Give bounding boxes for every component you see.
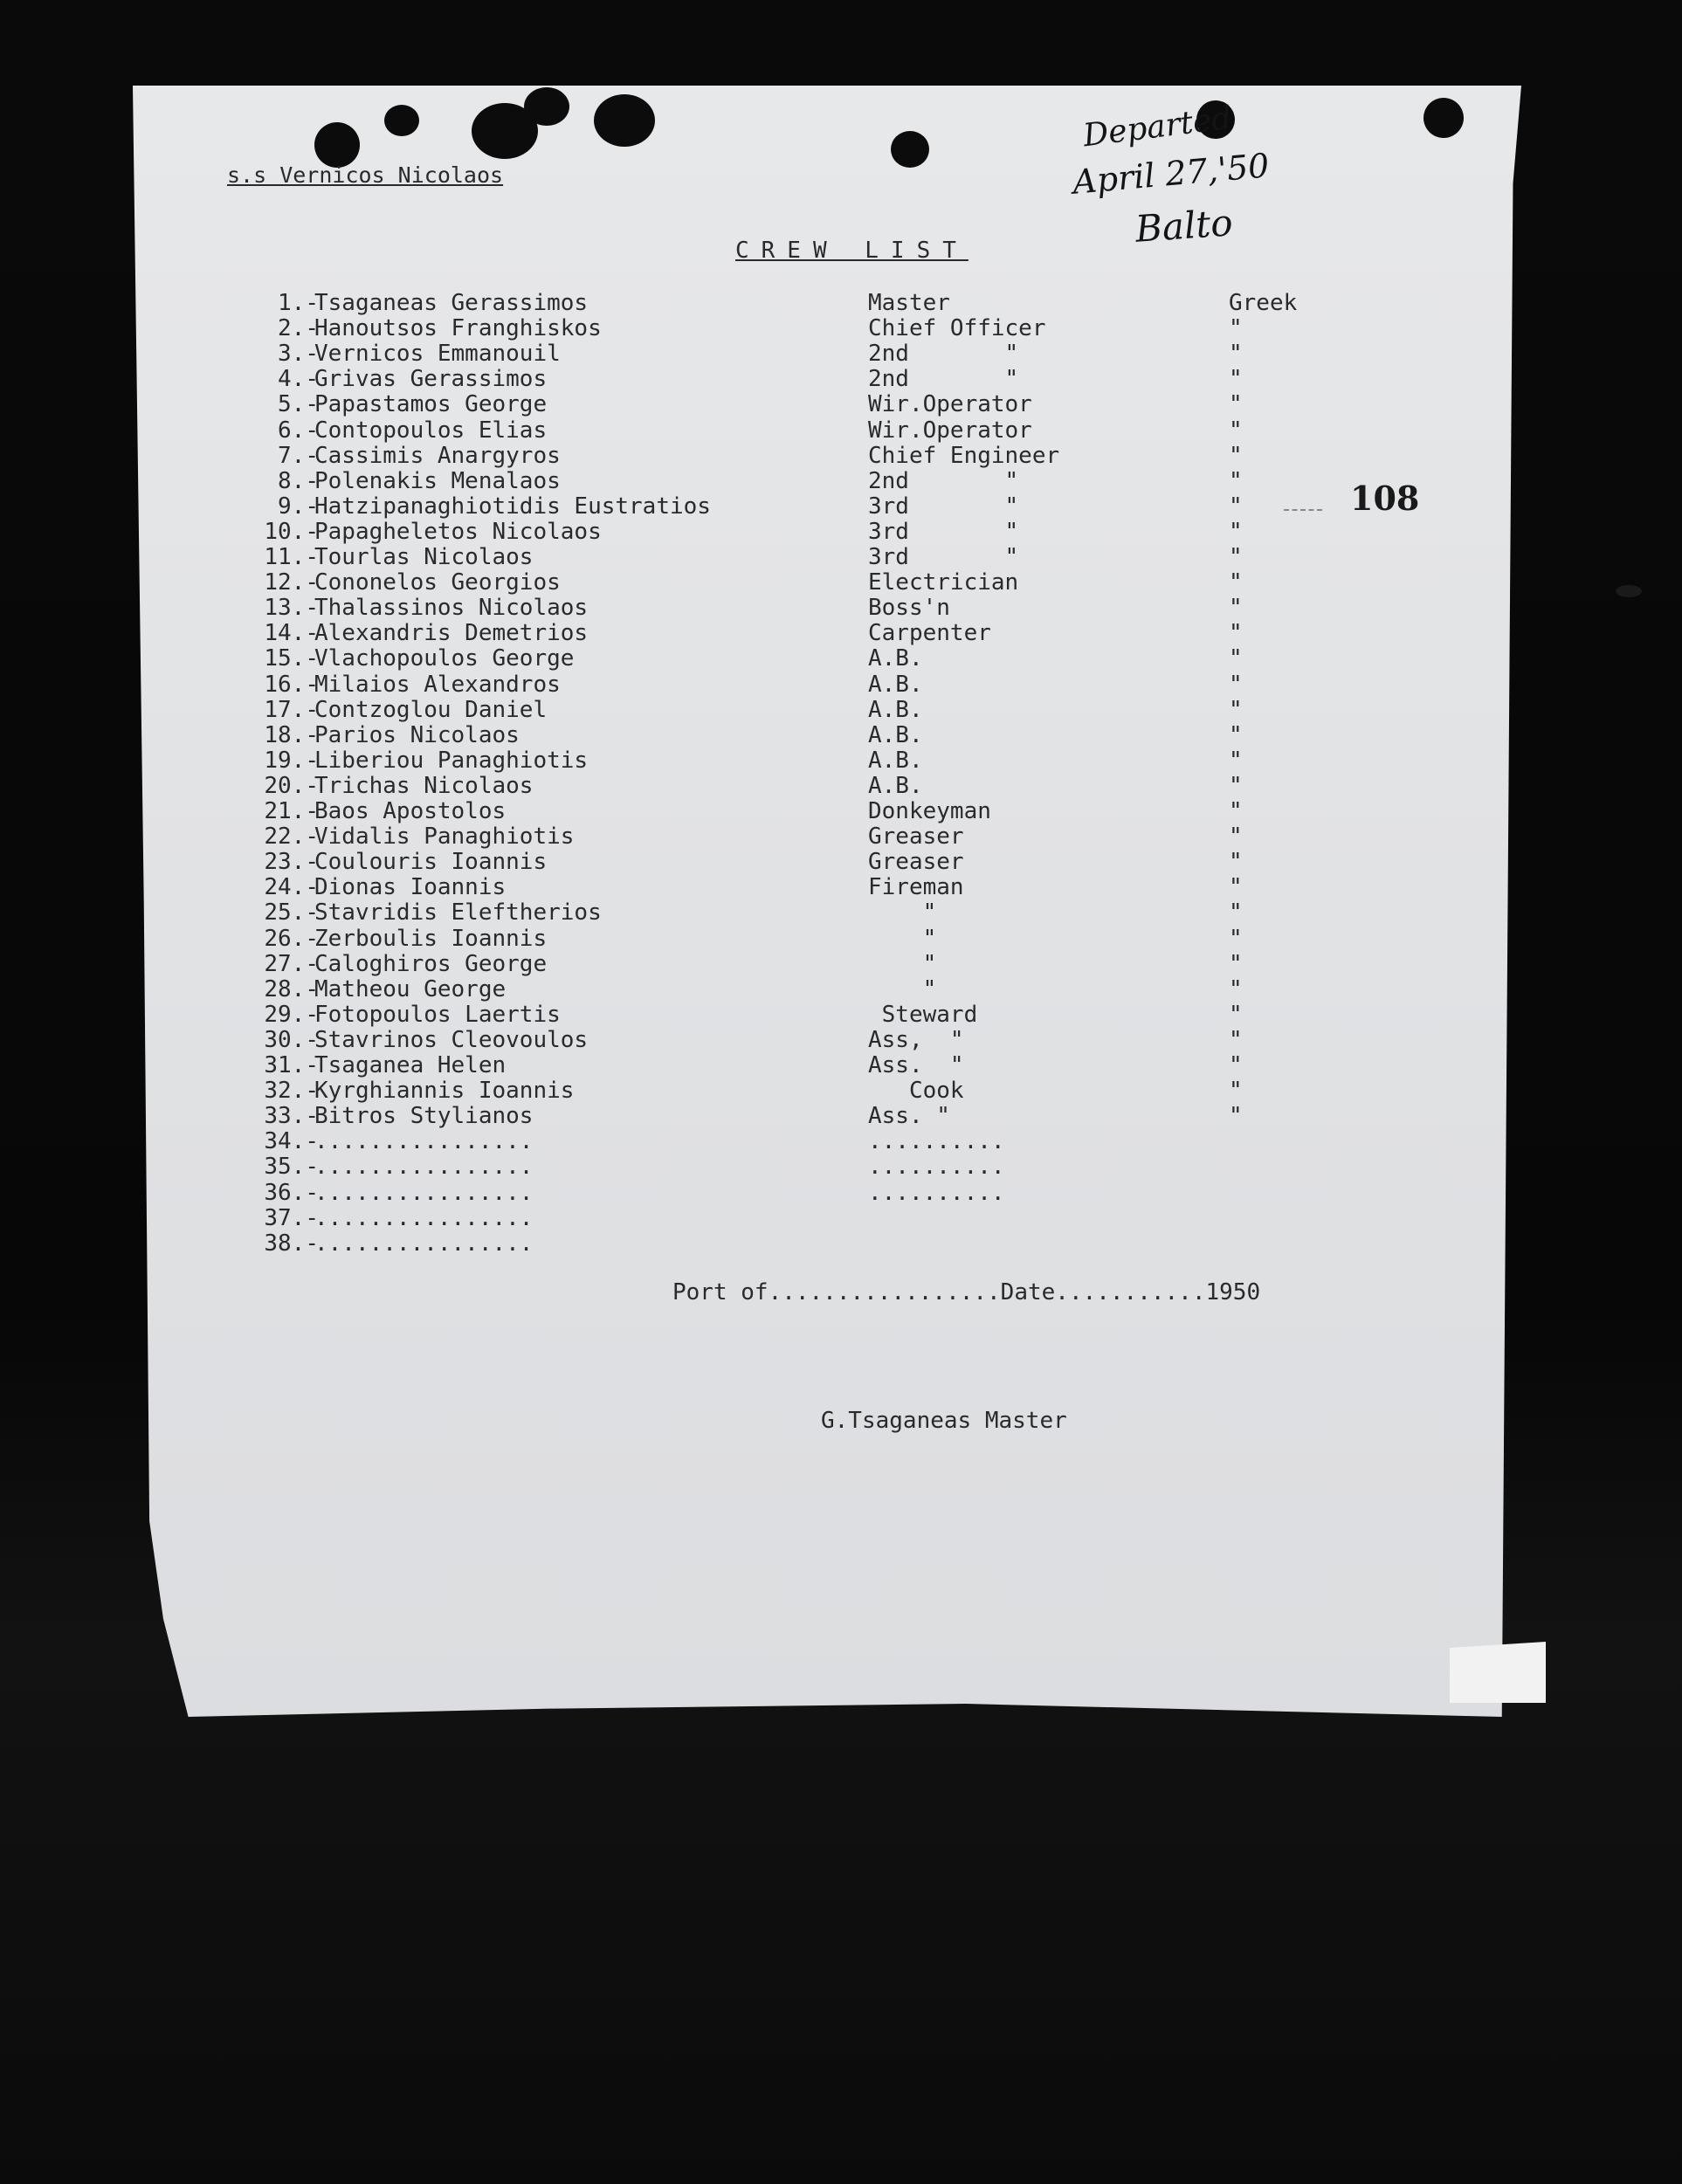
crew-number: 16.- (264, 671, 319, 698)
handwritten-departed: Departed (1081, 100, 1234, 155)
crew-name: Kyrghiannis Ioannis (314, 1078, 575, 1105)
crew-name: Zerboulis Ioannis (314, 925, 548, 952)
crew-rank: A.B. (868, 747, 923, 774)
crew-row (0, 901, 1397, 927)
crew-name: Caloghiros George (314, 950, 548, 977)
crew-nationality: " (1229, 721, 1243, 748)
crew-name: Parios Nicolaos (314, 721, 520, 748)
crew-nationality: " (1229, 798, 1243, 824)
crew-rank: Cook (868, 1078, 964, 1105)
crew-number: 17.- (264, 696, 319, 723)
crew-number: 5.- (278, 391, 319, 418)
crew-row (0, 950, 1397, 978)
crew-row (0, 696, 1397, 724)
crew-rank: " (868, 925, 937, 952)
crew-rank: A.B. (868, 772, 923, 799)
crew-row (0, 342, 1397, 368)
crew-rank: 2nd " (868, 366, 1019, 393)
crew-nationality: " (1229, 467, 1243, 494)
crew-row (0, 876, 1397, 901)
master-signature-line: G.Tsaganeas Master (821, 1408, 1067, 1434)
crew-number: 34.- (264, 1128, 319, 1155)
crew-rank: Ass. " (868, 1103, 950, 1130)
crew-rank: 3rd " (868, 518, 1019, 545)
crew-number: 18.- (264, 721, 319, 748)
crew-nationality: " (1229, 925, 1243, 952)
crew-row (0, 927, 1397, 953)
crew-number: 21.- (264, 798, 319, 824)
crew-rank: .......... (868, 1154, 1005, 1181)
crew-rank: Wir.Operator (868, 417, 1032, 444)
crew-number: 29.- (264, 1001, 319, 1028)
crew-number: 28.- (264, 975, 319, 1002)
crew-rank: Chief Officer (868, 315, 1046, 342)
crew-nationality: " (1229, 569, 1243, 596)
crew-rank: A.B. (868, 721, 923, 748)
crew-name: ................ (314, 1204, 534, 1231)
crew-row (0, 721, 1397, 749)
crew-number: 11.- (264, 544, 319, 570)
crew-name: ................ (314, 1128, 534, 1155)
crew-name: ................ (314, 1179, 534, 1206)
crew-rank: Greaser (868, 823, 964, 851)
crew-name: Papagheletos Nicolaos (314, 518, 602, 545)
crew-rank: 2nd " (868, 467, 1019, 494)
crew-nationality: " (1229, 544, 1243, 570)
crew-nationality: " (1229, 518, 1243, 545)
crew-rank: Donkeyman (868, 798, 991, 824)
crew-rank: Carpenter (868, 620, 991, 647)
crew-row (0, 749, 1397, 775)
crew-name: Hanoutsos Franghiskos (314, 315, 602, 342)
crew-nationality: " (1229, 1078, 1243, 1105)
crew-row (0, 772, 1397, 800)
ink-blot (891, 131, 929, 168)
crew-name: Tourlas Nicolaos (314, 544, 534, 570)
crew-nationality: " (1229, 899, 1243, 927)
crew-rank: A.B. (868, 671, 923, 698)
crew-name: Stavridis Eleftherios (314, 899, 602, 927)
crew-row (0, 1155, 1397, 1181)
crew-name: Trichas Nicolaos (314, 772, 534, 799)
crew-nationality: " (1229, 671, 1243, 698)
crew-name: Contopoulos Elias (314, 417, 548, 444)
crew-number: 14.- (264, 620, 319, 647)
crew-rank: A.B. (868, 696, 923, 723)
crew-name: Coulouris Ioannis (314, 849, 548, 876)
crew-nationality: " (1229, 645, 1243, 672)
crew-row (0, 467, 1397, 495)
crew-nationality: " (1229, 442, 1243, 469)
crew-name: Thalassinos Nicolaos (314, 595, 589, 622)
crew-row (0, 292, 1397, 317)
crew-number: 3.- (278, 341, 319, 368)
ink-blot (384, 105, 419, 136)
crew-rank: Boss'n (868, 595, 950, 622)
crew-rank: Master (868, 290, 950, 316)
crew-number: 26.- (264, 925, 319, 952)
crew-row (0, 393, 1397, 418)
crew-name: Liberiou Panaghiotis (314, 747, 589, 774)
crew-number: 36.- (264, 1179, 319, 1206)
paper-edge-fold (1450, 1642, 1546, 1703)
crew-number: 15.- (264, 645, 319, 672)
crew-number: 13.- (264, 595, 319, 622)
crew-row (0, 368, 1397, 393)
crew-rank: 2nd " (868, 341, 1019, 368)
crew-row (0, 825, 1397, 851)
crew-number: 9.- (278, 493, 319, 520)
crew-nationality: " (1229, 417, 1243, 444)
crew-number: 6.- (278, 417, 319, 444)
crew-name: ................ (314, 1154, 534, 1181)
crew-row (0, 975, 1397, 1003)
crew-number: 25.- (264, 899, 319, 927)
crew-rank: " (868, 899, 937, 927)
crew-name: Vidalis Panaghiotis (314, 823, 575, 851)
crew-number: 2.- (278, 315, 319, 342)
crew-nationality: " (1229, 493, 1243, 520)
crew-name: Fotopoulos Laertis (314, 1001, 561, 1028)
crew-number: 37.- (264, 1204, 319, 1231)
crew-rank: A.B. (868, 645, 923, 672)
crew-rank: Fireman (868, 874, 964, 901)
crew-nationality: " (1229, 772, 1243, 799)
crew-row (0, 1130, 1397, 1155)
crew-nationality: " (1229, 1103, 1243, 1130)
crew-name: Matheou George (314, 975, 507, 1002)
crew-nationality: " (1229, 595, 1243, 622)
crew-nationality: " (1229, 975, 1243, 1002)
crew-row (0, 444, 1397, 470)
crew-row (0, 520, 1397, 546)
crew-number: 10.- (264, 518, 319, 545)
crew-nationality: " (1229, 849, 1243, 876)
port-date-line: Port of.................Date...........1950 (672, 1279, 1261, 1306)
crew-number: 12.- (264, 569, 319, 596)
crew-rank: Steward (868, 1001, 978, 1028)
crew-number: 32.- (264, 1078, 319, 1105)
crew-number: 38.- (264, 1230, 319, 1257)
crew-nationality: " (1229, 315, 1243, 342)
ink-blot (524, 87, 569, 126)
crew-name: Tsaganea Helen (314, 1052, 507, 1078)
crew-row (0, 419, 1397, 444)
crew-name: Tsaganeas Gerassimos (314, 290, 589, 316)
crew-row (0, 1026, 1397, 1054)
crew-number: 23.- (264, 849, 319, 876)
crew-number: 31.- (264, 1052, 319, 1078)
paper-smudge (1616, 585, 1642, 597)
crew-row (0, 495, 1397, 520)
handwritten-date: April 27,'50 (1071, 146, 1272, 202)
crew-nationality: " (1229, 391, 1243, 418)
crew-name: Contzoglou Daniel (314, 696, 548, 723)
page-number-stamp: 108 (1350, 479, 1420, 518)
crew-name: Cononelos Georgios (314, 569, 561, 596)
crew-name: Vernicos Emmanouil (314, 341, 561, 368)
crew-row (0, 1054, 1397, 1079)
crew-nationality: " (1229, 620, 1243, 647)
crew-name: ................ (314, 1230, 534, 1257)
crew-rank: Ass. " (868, 1052, 964, 1078)
crew-number: 27.- (264, 950, 319, 977)
crew-nationality: " (1229, 950, 1243, 977)
crew-rank: Greaser (868, 849, 964, 876)
crew-name: Polenakis Menalaos (314, 467, 561, 494)
crew-nationality: " (1229, 366, 1243, 393)
crew-name: Hatzipanaghiotidis Eustratios (314, 493, 711, 520)
crew-nationality: " (1229, 1026, 1243, 1053)
crew-row (0, 800, 1397, 825)
crew-name: Milaios Alexandros (314, 671, 561, 698)
crew-number: 1.- (278, 290, 319, 316)
crew-row (0, 851, 1397, 876)
crew-nationality: " (1229, 696, 1243, 723)
crew-rank: .......... (868, 1128, 1005, 1155)
crew-row (0, 1179, 1397, 1207)
crew-row (0, 1079, 1397, 1105)
crew-rank: Wir.Operator (868, 391, 1032, 418)
crew-number: 7.- (278, 442, 319, 469)
crew-rank: " (868, 975, 937, 1002)
crew-rank: 3rd " (868, 493, 1019, 520)
vessel-name: s.s Vernicos Nicolaos (227, 162, 504, 188)
crew-name: Grivas Gerassimos (314, 366, 548, 393)
crew-row (0, 1105, 1397, 1130)
crew-row (0, 317, 1397, 342)
crew-name: Alexandris Demetrios (314, 620, 589, 647)
crew-row (0, 1232, 1397, 1257)
crew-number: 24.- (264, 874, 319, 901)
crew-nationality: " (1229, 1052, 1243, 1078)
crew-nationality: " (1229, 341, 1243, 368)
crew-rank: 3rd " (868, 544, 1019, 570)
crew-name: Stavrinos Cleovoulos (314, 1026, 589, 1053)
crew-rank: Ass, " (868, 1026, 964, 1053)
crew-name: Dionas Ioannis (314, 874, 507, 901)
crew-row (0, 647, 1397, 672)
crew-number: 19.- (264, 747, 319, 774)
crew-row (0, 546, 1397, 571)
crew-number: 8.- (278, 467, 319, 494)
crew-name: Papastamos George (314, 391, 548, 418)
ink-blot (594, 94, 655, 147)
crew-number: 22.- (264, 823, 319, 851)
crew-row (0, 596, 1397, 622)
crew-number: 4.- (278, 366, 319, 393)
crew-nationality: Greek (1229, 290, 1298, 316)
crew-number: 30.- (264, 1026, 319, 1053)
crew-rank: Electrician (868, 569, 1019, 596)
crew-rank: Chief Engineer (868, 442, 1060, 469)
crew-row (0, 571, 1397, 596)
crew-rank: " (868, 950, 937, 977)
ink-blot (314, 122, 360, 168)
crew-row (0, 1003, 1397, 1029)
crew-name: Cassimis Anargyros (314, 442, 561, 469)
crew-nationality: " (1229, 1001, 1243, 1028)
crew-number: 33.- (264, 1103, 319, 1130)
crew-nationality: " (1229, 823, 1243, 851)
crew-rank: .......... (868, 1179, 1005, 1206)
crew-row (0, 673, 1397, 699)
crew-row (0, 1204, 1397, 1232)
crew-nationality: " (1229, 874, 1243, 901)
handwritten-port: Balto (1134, 201, 1235, 251)
ink-blot (1423, 98, 1464, 138)
document-title: CREW LIST (735, 238, 969, 264)
crew-name: Bitros Stylianos (314, 1103, 534, 1130)
crew-name: Baos Apostolos (314, 798, 507, 824)
crew-number: 35.- (264, 1154, 319, 1181)
crew-number: 20.- (264, 772, 319, 799)
crew-row (0, 622, 1397, 647)
crew-name: Vlachopoulos George (314, 645, 575, 672)
crew-nationality: " (1229, 747, 1243, 774)
